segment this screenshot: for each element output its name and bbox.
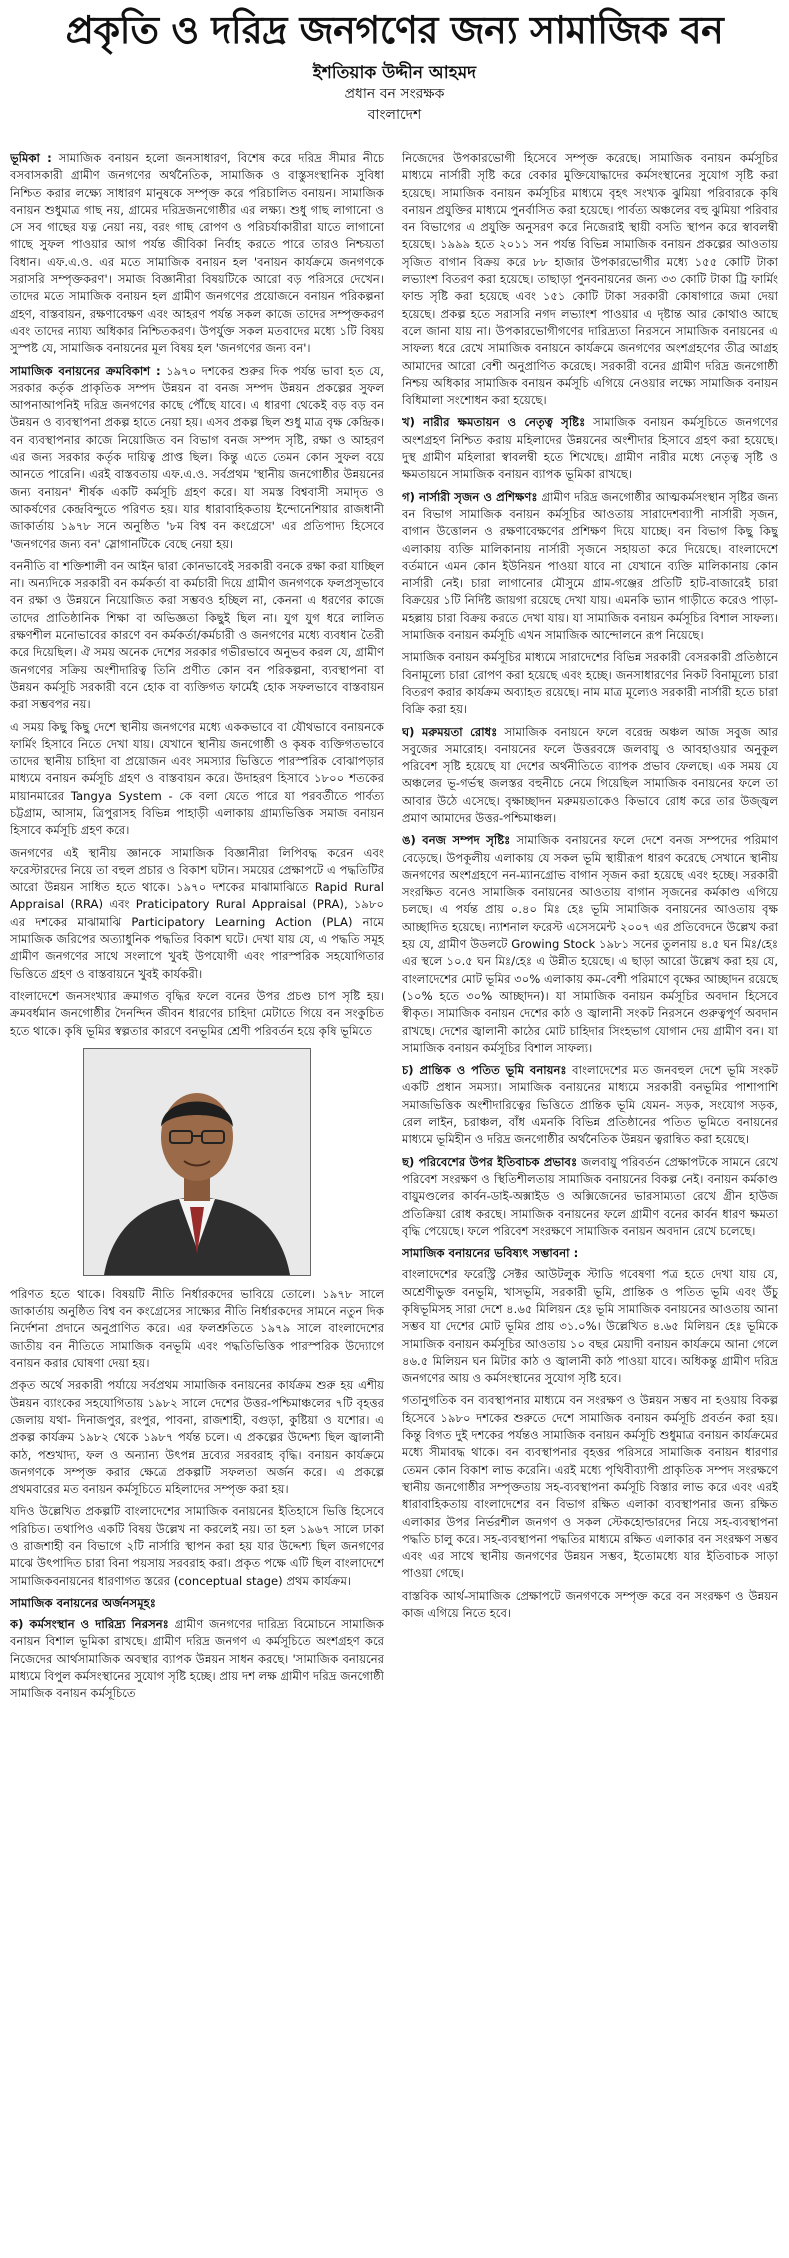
article-title: প্রকৃতি ও দরিদ্র জনগণের জন্য সামাজিক বন	[65, 8, 724, 52]
evolution-paragraph-2: বননীতি বা শক্তিশালী বন আইন দ্বারা কোনভাবেই সরকারী বনকে রক্ষা করা যাচ্ছিল না। অন্যদিকে সরকারী বন কর্মকর্তা বা কর্মচারী দিয়ে গ্রামীণ জনগণকে ফলপ্রসূভাবে বন রক্ষা ও উন্নয়নে নিয়োজিত করা সম্ভবও হচ্ছিল না, কেননা এ ধরণের কাজে তাদের প্রাতিষ্ঠানিক শিক্ষা বা অভিজ্ঞতা কিছুই ছিল না। যুগ যুগ ধরে লালিত রক্ষণশীল মনোভাবের কারণে বন কর্মকর্তা/কর্মচারী ও জনগণের মধ্যে ব্যবধান তৈরী করে দিয়েছিল। ঐ সময় অনেক দেশের সরকার গভীরভাবে অনুভব করল যে, গ্রামীণ জনগণের সক্রিয় অংশীদারিত্ব তিনি প্রণীত কোন বন পরিকল্পনা, ব্যবস্থাপনা বা উন্নয়ন কর্মসূচি সরকারী বনে হোক বা ব্যক্তিগত ফার্মেই হোক সফলভাবে বাস্তবায়ন করা সম্ভবপর নয়।	[10, 558, 384, 712]
intro-label: ভূমিকা :	[10, 151, 52, 165]
achievement-desertification-label: ঘ) মরুময়তা রোধঃ	[402, 724, 498, 739]
evolution-text-1: ১৯৭০ দশকের শুরুর দিক পর্যন্ত ভাবা হত যে, সরকার কর্তৃক প্রাকৃতিক সম্পদ উন্নয়ন বা বনজ সম্পদ উন্নয়ন প্রকল্পের সুফল আপনাআপনিই দরিদ্র জনগণের কাছে পৌঁছে যাবে। এ ধারণা থেকেই বড় বড় বন উন্নয়ন ও ব্যবস্থাপনা প্রকল্প হাতে নেয়া হয়। এসব প্রকল্প ছিল শুধু মাত্র বৃক্ষ কেন্দ্রিক। বন ব্যবস্থাপনার কাজে নিয়োজিত বন বিভাগ বনজ সম্পদ সৃষ্টি, রক্ষা ও আহরণ এর জন্য সরকার কর্তৃক দায়িত্ব প্রাপ্ত ছিল। কিন্তু এতে তেমন কোন সুফল বয়ে আনতে পারেনি। এরই বাস্তবতায় এফ.এ.ও. সর্বপ্রথম 'স্থানীয় জনগোষ্ঠীর উন্নয়নের জন্য বনায়ন' শীর্ষক একটি কর্মসূচি গ্রহণ করে। যা সমস্ত বিশ্ববাসী সমাদৃত ও আকর্ষণের কেন্দ্রবিন্দুতে পরিণত হয়। যার ধারাবাহিকতায় ইন্দোনেশিয়ার রাজধানী জাকার্তায় ১৯৭৮ সনে অনুষ্ঠিত '৮ম বিশ্ব বন কংগ্রেসে' এর প্রতিপাদ্য হিসেবে 'জনগণের জন্য বন' স্লোগানটিকে বেছে নেয়া হয়।	[10, 363, 384, 551]
author-portrait-graphic	[84, 1049, 310, 1275]
article-header	[0, 0, 789, 152]
achievement-nursery	[402, 489, 778, 645]
achievement-environment-text: জলবায়ু পরিবর্তন প্রেক্ষাপটকে সামনে রেখে পরিবেশ সংরক্ষণ ও স্থিতিশীলতায় সামাজিক বনায়নের বিকল্প নেই। বনায়ন কর্মকাণ্ড বায়ুমণ্ডলের কার্বন-ডাই-অক্সাইড ও অক্সিজেনের ভারসাম্যতা রেখে গ্রীন হাউজ প্রতিক্রিয়া রোধ করছে। সামাজিক বনায়নের ফলে গ্রামীণ বনের কার্বন ধারণ ক্ষমতা বৃদ্ধি পেয়েছে। ফলে পরিবেশ সংরক্ষণে সামাজিক বনায়ন অবদান রেখে চলেছে।	[402, 1154, 778, 1238]
author-country: বাংলাদেশ	[367, 107, 422, 123]
future-paragraph-3: বাস্তবিক আর্থ-সামাজিক প্রেক্ষাপটে জনগণকে সম্পৃক্ত করে বন সংরক্ষণ ও উন্নয়ন কাজ এগিয়ে নিতে হবে।	[402, 1588, 778, 1621]
achievement-women	[402, 414, 778, 483]
future-paragraph-2: গতানুগতিক বন ব্যবস্থাপনার মাধ্যমে বন সংরক্ষণ ও উন্নয়ন সম্ভব না হওয়ায় বিকল্প হিসেবে ১৯৮০ দশকের শুরুতে দেশে সামাজিক বনায়ন কর্মসূচি প্রবর্তন করা হয়। কিন্তু বিগত দুই দশকের পর্যন্তও সামাজিক বনায়ন কর্মসূচি শুধুমাত্র বনায়ন কার্যক্রমের মধ্যে সীমাবদ্ধ থাকে। বন ব্যবস্থাপনার বৃহত্তর পরিসরে সামাজিক বনায়ন ধারণার তেমন কোন বিকাশ লাভ করেনি। এরই মধ্যে পৃথিবীব্যাপী প্রাকৃতিক সম্পদ সংরক্ষণে স্থানীয় জনগোষ্ঠীর সম্পৃক্ততায় সহ-ব্যবস্থাপনা কর্মসূচি বিস্তার লাভ করে এবং এরই ধারাবাহিকতায় বাংলাদেশের বন বিভাগ রক্ষিত এলাকা ব্যবস্থাপনার জন্য রক্ষিত এলাকার উপর নির্ভরশীল জনগণ ও সকল স্টেকহোল্ডারদের নিয়ে সহ-ব্যবস্থাপনা পদ্ধতি চালু করে। সহ-ব্যবস্থাপনা পদ্ধতির মাধ্যমে রক্ষিত এলাকার বন সংরক্ষণ সম্ভব এবং এর সাথে স্থানীয় জনগণের উন্নয়ন সম্ভব, ইতোমধ্যে যার ইতিবাচক সাড়া পাওয়া গেছে।	[402, 1393, 778, 1581]
intro-paragraph	[10, 150, 384, 358]
employment-continued: নিজেদের উপকারভোগী হিসেবে সম্পৃক্ত করেছে। সামাজিক বনায়ন কর্মসূচির মাধ্যমে নার্সারী সৃষ্টি করে বেকার মুক্তিযোদ্ধাদের কর্মসংস্থানের সুযোগ সৃষ্টি করা হয়েছে। সামাজিক বনায়ন কর্মসূচির মাধ্যমে বৃহৎ সংখ্যক ঝুমিয়া পরিবারকে কৃষি বনায়ন প্রযুক্তির মাধ্যমে পুনর্বাসিত করা হয়েছে। পার্বত্য অঞ্চলের বহু ঝুমিয়া পরিবার বন বিভাগের এ প্রযুক্তি অনুসরণ করে নিজেরাই স্থায়ী বসতি স্থাপন করে স্বাবলম্বী হয়েছে। ১৯৯৯ হতে ২০১১ সন পর্যন্ত বিভিন্ন সামাজিক বনায়ন প্রকল্পের আওতায় সৃজিত বাগান বিক্রয় করে ৮৮ হাজার উপকারভোগীর মধ্যে ১৫৫ কোটি টাকা লভ্যাংশ বিতরণ করা হয়েছে। তাছাড়া পুনবনায়নের জন্য ৩৩ কোটি টাকা ট্রি ফার্মিং ফান্ড সৃষ্টি করা হয়েছে এবং ১৫১ কোটি টাকা সরকারী কোষাগারে জমা দেয়া হয়েছে। প্রকল্প হতে সরাসরি নগদ লভ্যাংশ পাওয়ার এ দৃষ্টান্ত আর কোথাও আছে বলে জানা যায় না। উপকারভোগীগণের দারিদ্র্যতা নিরসনে সামাজিক বনায়নের এ সাফল্য ধরে রেখে সামাজিক বনায়নে কার্যক্রমে জনগণের অংশগ্রহণের তীব্র আগ্রহ আমাদের আরো বেশী অনুপ্রাণিত করেছে। সরকারী বনের গ্রামীণ দরিদ্র জনগোষ্ঠী নিশ্চয় অধিকার সামাজিক বনায়ন কর্মসূচি এগিয়ে নেওয়ার লক্ষ্যে সামাজিক বনায়ন বিধিমালা সংশোধন করা হয়েছে।	[402, 151, 778, 408]
author-designation: প্রধান বন সংরক্ষক	[344, 86, 445, 102]
achievement-nursery-label: গ) নার্সারী সৃজন ও প্রশিক্ষণঃ	[402, 489, 538, 504]
achievement-marginal-land	[402, 1062, 778, 1148]
section-heading-future: সামাজিক বনায়নের ভবিষ্যৎ সম্ভাবনা :	[402, 1246, 579, 1261]
evolution-paragraph-6: পরিণত হতে থাকে। বিষয়টি নীতি নির্ধারকদের ভাবিয়ে তোলে। ১৯৭৮ সালে জাকার্তায় অনুষ্ঠিত বিশ্ব বন কংগ্রেসের সাক্ষ্যের নীতি নির্ধারকদের সামনে নতুন দিক নির্দেশনা প্রদানে অনুপ্রাণিত করে। এর ফলশ্রুতিতে ১৯৭৯ সালে বাংলাদেশের জাতীয় বন নীতিতে সামাজিক বনভূমি এবং পদ্ধতিভিত্তিক পারস্পরিক উদ্যোগে বনায়ন করার ঘোষণা দেয়া হয়।	[10, 1286, 384, 1371]
achievement-environment-label: ছ) পরিবেশের উপর ইতিবাচক প্রভাবঃ	[402, 1154, 578, 1169]
evolution-paragraph-1	[10, 363, 384, 553]
future-paragraph-1: বাংলাদেশের ফরেস্ট্রি সেক্টর আউটলুক স্টাডি গবেষণা পত্র হতে দেখা যায় যে, অশ্রেণীভুক্ত বনভূমি, খাসভূমি, সরকারী ভূমি, প্রান্তিক ও পতিত ভূমি এবং উঁচু কৃষিভূমিসহ সারা দেশে ৪.৬৫ মিলিয়ন হেঃ ভূমি সামাজিক বনায়নের আওতায় আনা সম্ভব যা দেশের মোট ভূমির প্রায় ৩১.০%। উল্লেখিত ৪.৬৫ মিলিয়ন হেঃ ভূমিকে সামাজিক বনায়ন কর্মসূচির আওতায় ১০ বছর মেয়াদী বনায়ন কার্যক্রমে আনা গেলে ৪৬.৫ মিলিয়ন ঘন মিটার কাঠ ও জ্বালানী কাঠ পাওয়া যাবে। অধিকন্তু গ্রামীণ দরিদ্র জনগণের আয় ও কর্মসংস্থানের সুযোগ সৃষ্টি হবে।	[402, 1267, 778, 1386]
achievement-marginal-land-label: চ) প্রান্তিক ও পতিত ভূমি বনায়নঃ	[402, 1063, 567, 1078]
achievement-employment-label: ক) কর্মসংস্থান ও দারিদ্র্য নিরসনঃ	[10, 1617, 169, 1632]
achievement-desertification	[402, 724, 778, 828]
achievement-marginal-land-text: বাংলাদেশের মত জনবহুল দেশে ভূমি সংকট একটি প্রধান সমস্যা। সামাজিক বনায়নের মাধ্যমে সরকারী বনভূমির পাশাপাশি সমাজভিত্তিক অংশীদারিত্বের ভিত্তিতে প্রান্তিক ভূমি যেমন- সড়ক, সংযোগ সড়ক, রেল লাইন, চরাঞ্চল, বাঁধ এমনকি বিভিন্ন প্রতিষ্ঠানের পতিত ভূমিতে বনায়নের মাধ্যমে ভূমিহীন ও দরিদ্র জনগোষ্ঠীর অর্থনৈতিক উন্নয়ন ত্বরান্বিত করা হয়েছে।	[402, 1063, 778, 1147]
achievement-women-text: সামাজিক বনায়ন কর্মসূচিতে জনগণের অংশগ্রহণ নিশ্চিত করায় মহিলাদের উন্নয়নের অংশীদার হিসাবে গ্রহণ করা হয়েছে। দুস্থ গ্রামীণ মহিলারা স্বাবলম্বী হতে শিখেছে। গ্রামীণ নারীর মধ্যে নেতৃত্ব সৃষ্টি ও ক্ষমতায়নে সামাজিক বনায়ন ব্যাপক ভূমিকা রাখছে।	[402, 415, 778, 482]
achievement-environment	[402, 1154, 778, 1240]
achievement-nursery-text: গ্রামীণ দরিদ্র জনগোষ্ঠীর আত্মকর্মসংস্থান সৃষ্টির জন্য বন বিভাগ সামাজিক বনায়ন কর্মসূচির আওতায় সারাদেশব্যাপী নার্সারী সৃজন, বাগান উত্তোলন ও রক্ষণাবেক্ষণের প্রশিক্ষণ দিয়ে যাচ্ছে। বন বিভাগ কিছু কিছু এলাকায় ব্যক্তি মালিকানায় নার্সারী সৃজনে সহায়তা করে দিয়েছে। বাংলাদেশে বর্তমানে এমন কোন ইউনিয়ন পাওয়া যাবে না যেখানে ব্যক্তি মালিকানায় কোন নার্সারী নেই। চারা লাগানোর মৌসুমে গ্রাম-গঞ্জের প্রতিটি হাট-বাজারেই চারা বিক্রয়ের ১টি নির্দিষ্ট জায়গা রয়েছে দেখা যায়। এমনকি ভ্যান গাড়ীতে করেও পাড়া-মহল্লায় চারা বিক্রয় করতে দেখা যায়। যা সামাজিক বনায়ন কর্মসূচির বিশাল সাফল্য। সামাজিক বনায়ন কর্মসূচি এখন সামাজিক আন্দোলনে রূপ নিয়েছে।	[402, 489, 778, 643]
evolution-paragraph-8: যদিও উল্লেখিত প্রকল্পটি বাংলাদেশের সামাজিক বনায়নের ইতিহাসে ভিত্তি হিসেবে পরিচিত। তথাপিও একটি বিষয় উল্লেখ না করলেই নয়। তা হল ১৯৬৭ সালে ঢাকা ও রাজশাহী বন বিভাগে ২টি নার্সারি স্থাপন করা হয় যার উদ্দেশ্য ছিল জনগণের মাঝে উৎপাদিত চারা বিনা পয়সায় সরবরাহ করা। প্রকৃত পক্ষে এটি ছিল বাংলাদেশে সামাজিকবনায়নের ধারণাগত স্তরের (conceptual stage) প্রথম কার্যক্রম।	[10, 1504, 384, 1588]
evolution-paragraph-4: জনগণের এই স্থানীয় জ্ঞানকে সামাজিক বিজ্ঞানীরা লিপিবদ্ধ করেন এবং ফরেস্টারদের নিয়ে তা বহুল প্রচার ও বিকাশ ঘটান। সময়ের প্রেক্ষাপটে এ পদ্ধতিটির আরো উন্নয়ন সাধিত হতে থাকে। ১৯৭০ দশকের মাঝামাঝিতে Rapid Rural Appraisal (RRA) এবং Praticipatory Rural Appraisal (PRA), ১৯৮০ এর দশকের মাঝামাঝি Participatory Learning Action (PLA) নামে সামাজিক জরিপের অত্যাধুনিক পদ্ধতির বিকাশ ঘটে। দেখা যায় যে, এ পদ্ধতি সমূহ গ্রামীণ জনগণের সাথে সংলাপে খুবই উপযোগী এবং পারস্পরিক সহযোগিতার ভিত্তিতে গ্রহণ ও বাস্তবায়নে খুবই কার্যকরী।	[10, 845, 384, 981]
right-column	[402, 150, 778, 2252]
intro-text: সামাজিক বনায়ন হলো জনসাধারণ, বিশেষ করে দরিদ্র সীমার নীচে বসবাসকারী গ্রামীণ জনগণের অর্থনৈতিক, সামাজিক ও বাস্তুসংস্থানিক সুবিধা নিশ্চিত করার লক্ষ্যে সাধারণ মানুষকে সম্পৃক্ত করে পরিচালিত বনায়ন। সামাজিক বনায়ন শুধুমাত্র গাছ নয়, গ্রামের দরিদ্রজনগোষ্ঠীর এর লক্ষ্য। শুধু গাছ লাগানো ও সে সব গাছের যত্ন নেয়া নয়, বরং গাছ রোপণ ও পরিচর্যাকারীরা যাতে লাগানো গাছে সুফল পাওয়ার আগ পর্যন্ত জীবিকা নির্বাহ করতে পারে তারও নিশ্চয়তা বিধান। এফ.এ.ও. এর মতে সামাজিক বনায়ন হল 'বনায়ন কার্যক্রমে জনগণকে সরাসরি সম্পৃক্তকরণ'। সমাজ বিজ্ঞানীরা বিষয়টিকে আরো বড় পরিসরে দেখেন। তাদের মতে সামাজিক বনায়ন হল গ্রামীণ জনগণের প্রয়োজনে বনায়ন পরিকল্পনা গ্রহণ, বাস্তবায়ন, রক্ষণাবেক্ষণ এবং আহরণ পর্যন্ত সকল কাজে তাদের সম্পৃক্তকরণ এবং তাদের ন্যায্য অধিকার নিশ্চিতকরণ। উপর্যুক্ত সকল মতবাদের মধ্যে ১টি বিষয় সুস্পষ্ট যে, সামাজিক বনায়নের মূল বিষয় হল 'জনগণের জন্য বন'।	[10, 151, 384, 356]
achievement-women-label: খ) নারীর ক্ষমতায়ন ও নেতৃত্ব সৃষ্টিঃ	[402, 415, 586, 430]
achievement-forest-resources	[402, 832, 778, 1057]
section-heading-achievements: সামাজিক বনায়নের অর্জনসমূহঃ	[10, 1595, 156, 1610]
achievement-forest-resources-label: ঙ) বনজ সম্পদ সৃষ্টিঃ	[402, 833, 511, 848]
evolution-paragraph-3: এ সময় কিছু কিছু দেশে স্থানীয় জনগণের মধ্যে এককভাবে বা যৌথভাবে বনায়নকে ফার্মিং হিসাবে নিতে দেখা যায়। যেখানে স্থানীয় জনগোষ্ঠী ও কৃষক ব্যক্তিগতভাবে তাদের স্থানীয় চাহিদা বা প্রয়োজন এবং সমস্যার ভিত্তিতে পারস্পরিক বোঝাপড়ার মাধ্যমে বনায়ন কর্মসূচি গ্রহণ ও বাস্তবায়ন করে। উদাহরণ হিসাবে ১৮০০ শতকের মায়ানমারের Tangya System - কে বলা যেতে পারে যা পরবর্তীতে পার্বত্য চট্টগ্রাম, আসাম, ত্রিপুরাসহ বিভিন্ন পাহাড়ী এলাকায় গ্রাম্যভিত্তিক সমাজ বনায়ন হিসাবে কর্মসূচি গ্রহণ করে।	[10, 719, 384, 838]
evolution-paragraph-7: প্রকৃত অর্থে সরকারী পর্যায়ে সর্বপ্রথম সামাজিক বনায়নের কার্যক্রম শুরু হয় এশীয় উন্নয়ন ব্যাংকের সহযোগিতায় ১৯৮২ সালে দেশের উত্তর-পশ্চিমাঞ্চলের ৭টি বৃহত্তর জেলায় যথা- দিনাজপুর, রংপুর, পাবনা, রাজশাহী, বগুড়া, কুষ্টিয়া ও যশোর। এ প্রকল্প কার্যক্রম ১৯৮২ থেকে ১৯৮৭ পর্যন্ত চলে। এ প্রকল্পের উদ্দেশ্য ছিল জ্বালানী কাঠ, পশুখাদ্য, ফল ও অন্যান্য উৎপন্ন দ্রব্যের সরবরাহ বৃদ্ধি। বনায়ন কার্যক্রমে জনগণকে সম্পৃক্ত করার ক্ষেত্রে প্রকল্পটি সফলতা অর্জন করে। এ প্রকল্পে প্রথমবারের মত বনায়ন কর্মসূচিতে মহিলাদের সম্পৃক্ত করা হয়।	[10, 1378, 384, 1497]
achievement-forest-resources-text: সামাজিক বনায়নের ফলে দেশে বনজ সম্পদের পরিমাণ বেড়েছে। উপকূলীয় এলাকায় যে সকল ভূমি স্থায়ীরূপ ধারণ করেছে সেখানে স্থানীয় জনগণের অংশগ্রহণে নন-ম্যানগ্রোভ বাগান সৃজন করা হয়েছে এবং হচ্ছে। সরকারী সংরক্ষিত বনেও সামাজিক বনায়নের আওতায় বাগান সৃজনের কর্মকাণ্ড এগিয়ে চলছে। এ পর্যন্ত প্রায় ০.৪০ মিঃ হেঃ ভূমি সামাজিক বনায়নের আওতায় বৃক্ষ আচ্ছাদিত হয়েছে। ন্যাশনাল ফরেস্ট এসেসমেন্ট ২০০৭ এর প্রতিবেদনে উল্লেখ করা হয় যে, গ্রামীণ উডলটে Growing Stock ১৯৮১ সনের তুলনায় ৪.৫ ঘন মিঃ/হেঃ এর স্থলে ১০.৫ ঘন মিঃ/হেঃ এ উন্নীত হয়েছে। এ ছাড়া আরো উল্লেখ করা হয় যে, বাংলাদেশের মোট ভূমির ৩০% এলাকায় কম-বেশী পরিমাণে বৃক্ষের আচ্ছাদন রয়েছে (১০% হতে ৩০% আচ্ছাদন)। যা সামাজিক বনায়ন কর্মসূচির অবদান হিসেবে স্বীকৃত। সামাজিক বনায়ন দেশের কাঠ ও জ্বালানী সংকট নিরসনে গুরুত্বপূর্ণ অবদান রাখছে। দেশের জ্বালানী কাঠের মোট চাহিদার সিংহভাগ যোগান দেয় গ্রামীণ বন। যা সামাজিক বনায়ন কর্মসূচির বিশাল সাফল্য।	[402, 833, 778, 1055]
author-name: ইশতিয়াক উদ্দীন আহমদ	[312, 63, 477, 83]
evolution-paragraph-5: বাংলাদেশে জনসংখ্যার ক্রমাগত বৃদ্ধির ফলে বনের উপর প্রচণ্ড চাপ সৃষ্টি হয়। ক্রমবর্ধমান জনগোষ্ঠীর দৈনন্দিন জীবন ধারণের চাহিদা মেটাতে গিয়ে বন সংকুচিত হতে থাকে। কৃষি ভূমির স্বল্পতার কারণে বনভূমির শ্রেণী পরিবর্তন হয়ে কৃষি ভূমিতে	[10, 988, 384, 1038]
achievement-employment-text: গ্রামীণ জনগণের দারিদ্র্য বিমোচনে সামাজিক বনায়ন বিশাল ভূমিকা রাখছে। গ্রামীণ দরিদ্র জনগণ এ কর্মসূচিতে অংশগ্রহণ করে নিজেদের আর্থসামাজিক অবস্থার ব্যাপক উন্নয়ন সাধন করছে। 'সামাজিক বনায়নের মাধ্যমে বিপুল কর্মসংস্থানের সুযোগ সৃষ্টি হচ্ছে। প্রায় দশ লক্ষ গ্রামীণ দরিদ্র জনগোষ্ঠী সামাজিক বনায়ন কর্মসূচিতে	[10, 1617, 384, 1701]
section-heading-evolution: সামাজিক বনায়নের ক্রমবিকাশ :	[10, 363, 161, 378]
author-photo	[83, 1048, 311, 1276]
achievement-desertification-text: সামাজিক বনায়নে ফলে বরেন্দ্র অঞ্চল আজ সবুজ আর সবুজের সমারোহ। বনায়নের ফলে উত্তরবঙ্গে জলবায়ু ও আবহাওয়ার অনুকূল পরিবেশ সৃষ্টি হয়েছে যা দেশের অর্থনীতিতে ব্যাপক প্রভাব ফেলছে। এক সময় যে অঞ্চলের ভূ-গর্ভস্থ জলস্তর বহুনীচে নেমে গিয়েছিল সামাজিক বনায়নের ফলে তা আবার উঠে এসেছে। বৃক্ষাচ্ছাদন মরুময়তাকেও কিভাবে রোধ করে তার উজ্জ্বল প্রমাণ আমাদের উত্তর-পশ্চিমাঞ্চল।	[402, 724, 778, 825]
left-column	[10, 150, 384, 2252]
achievement-employment	[10, 1616, 384, 1702]
achievement-nursery-2: সামাজিক বনায়ন কর্মসূচির মাধ্যমে সারাদেশের বিভিন্ন সরকারী বেসরকারী প্রতিষ্ঠানে বিনামূল্যে চারা রোপণ করা হয়েছে এবং হচ্ছে। জনসাধারণের নিকট বিনামূল্যে চারা বিতরণ করার কার্যক্রম অব্যাহত রয়েছে। নাম মাত্র মূল্যেও সরকারী নার্সারী হতে চারা বিক্রি করা হয়।	[402, 650, 778, 717]
